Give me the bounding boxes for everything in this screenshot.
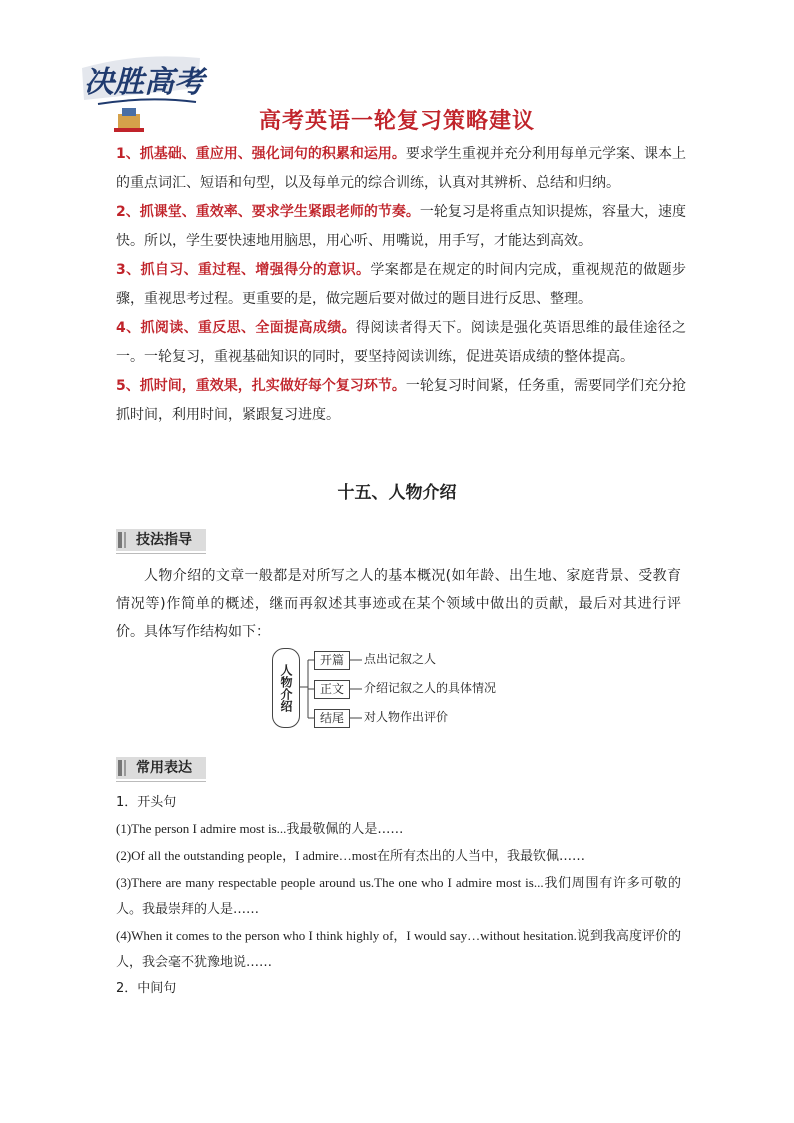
strategy-text: 要求学生重视并充分利用每单元学案、课本上的重点词汇、短语和句型，以及每单元的综合训练，认真对其辨析、总结和归纳。: [116, 146, 686, 191]
section-tag-expressions: [116, 757, 206, 779]
diagram-root: 人物介绍: [272, 648, 300, 728]
diagram-node-desc: 点出记叙之人: [364, 652, 437, 666]
diagram-node: 结尾: [314, 709, 350, 728]
expression-english: (1)The person I admire most is...: [116, 821, 287, 836]
expressions-heading: 1．开头句: [116, 795, 177, 810]
strategy-heading: 5、抓时间，重效果，扎实做好每个复习环节。: [116, 378, 406, 394]
expression-item: [116, 843, 681, 870]
strategy-text: 一轮复习时间紧，任务重，需要同学们充分抢抓时间，利用时间，紧跟复习进度。: [116, 378, 686, 423]
strategy-heading: 1、抓基础、重应用、强化词句的积累和运用。: [116, 146, 406, 162]
diagram-node: 开篇: [314, 651, 350, 670]
section-tag-technique: [116, 529, 206, 551]
document-title: 高考英语一轮复习策略建议: [258, 109, 535, 134]
expressions-list: [116, 790, 681, 1002]
strategy-item: [116, 198, 686, 256]
logo-text: 决胜高考: [84, 65, 204, 100]
expressions-heading: 2．中间句: [116, 981, 177, 996]
strategy-text: 得阅读者得天下。阅读是强化英语思维的最佳途径之一。一轮复习，重视基础知识的同时，要坚持阅读训练，促进英语成绩的整体提高。: [116, 320, 686, 365]
tag-bar: [118, 532, 122, 548]
expression-item: [116, 870, 681, 923]
strategy-list: [116, 140, 686, 430]
tag-underline: [116, 781, 206, 782]
expression-chinese: 我们周围有许多可敬的人。我最崇拜的人是……: [116, 876, 681, 917]
strategy-item: [116, 140, 686, 198]
tag-bar: [124, 760, 126, 776]
diagram-node-desc: 对人物作出评价: [364, 710, 449, 724]
strategy-heading: 2、抓课堂、重效率、要求学生紧跟老师的节奏。: [116, 204, 420, 220]
intro-paragraph: [116, 562, 681, 646]
intro-text: 人物介绍的文章一般都是对所写之人的基本概况(如年龄、出生地、家庭背景、受教育情况等)作简单的概述，继而再叙述其事迹或在某个领域中做出的贡献，最后对其进行评价。具体写作结构如下：: [116, 568, 681, 640]
tag-underline: [116, 553, 206, 554]
expression-item: [116, 923, 681, 976]
diagram-node-desc: 介绍记叙之人的具体情况: [364, 681, 497, 695]
tag-bar: [118, 760, 122, 776]
strategy-text: 学案都是在规定的时间内完成，重视规范的做题步骤，重视思考过程。更重要的是，做完题后要对做过的题目进行反思、整理。: [116, 262, 687, 307]
strategy-heading: 3、抓自习、重过程、增强得分的意识。: [116, 262, 371, 278]
tag-label: 技法指导: [136, 532, 192, 548]
expression-english: (3)There are many respectable people around us.The one who I admire most is...: [116, 875, 544, 890]
tag-bar: [124, 532, 126, 548]
expression-english: (4)When it comes to the person who I think highly of，I would say…without hesitation.: [116, 928, 577, 943]
tag-label: 常用表达: [136, 760, 192, 776]
strategy-heading: 4、抓阅读、重反思、全面提高成绩。: [116, 320, 356, 336]
section-title: 十五、人物介绍: [337, 483, 457, 503]
strategy-item: [116, 372, 686, 430]
expression-english: (2)Of all the outstanding people，I admire…most: [116, 848, 378, 863]
diagram-node: 正文: [314, 680, 350, 699]
strategy-text: 一轮复习是将重点知识提炼，容量大，速度快。所以，学生要快速地用脑思，用心听、用嘴说，用手写，才能达到高效。: [116, 204, 687, 249]
expression-chinese: 在所有杰出的人当中，我最钦佩……: [377, 849, 586, 864]
expression-chinese: 我最敬佩的人是……: [286, 822, 404, 837]
structure-diagram: [272, 648, 532, 730]
strategy-item: [116, 256, 686, 314]
strategy-item: [116, 314, 686, 372]
expression-item: [116, 816, 681, 843]
expression-chinese: 说到我高度评价的人，我会毫不犹豫地说……: [116, 929, 681, 970]
